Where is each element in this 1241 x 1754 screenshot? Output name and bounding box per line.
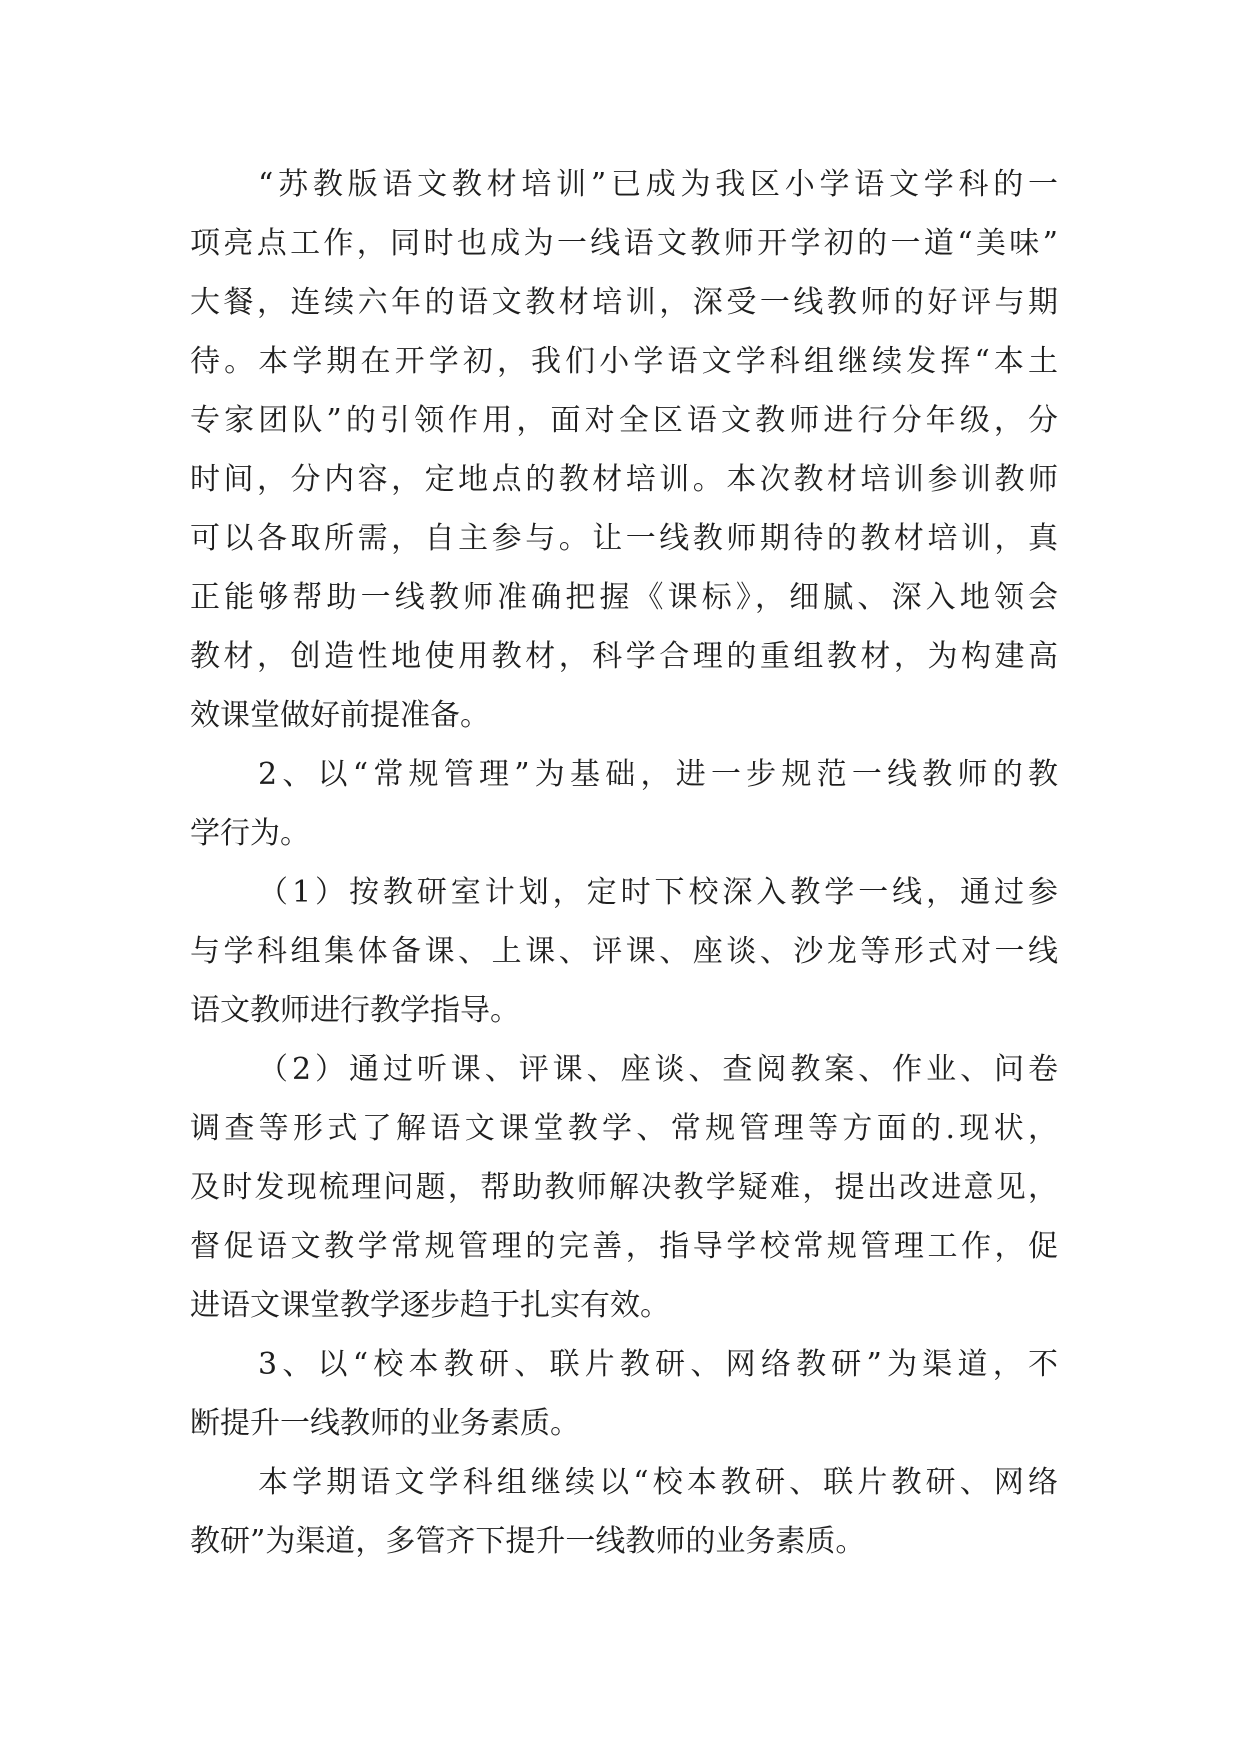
text-line: 语文教师进行教学指导。 <box>190 993 520 1028</box>
text-line: 2、以“常规管理”为基础，进一步规范一线教师的教 <box>258 757 1058 792</box>
text-line: 进语文课堂教学逐步趋于扎实有效。 <box>190 1288 670 1323</box>
paragraph-textbook-training <box>190 155 1058 745</box>
text-line: 正能够帮助一线教师准确把握《课标》，细腻、深入地领会 <box>190 580 1058 615</box>
text-line: 3、以“校本教研、联片教研、网络教研”为渠道，不 <box>258 1347 1058 1382</box>
text-line: 学行为。 <box>190 816 310 851</box>
document-body <box>190 155 1058 1571</box>
text-line: 效课堂做好前提准备。 <box>190 698 490 733</box>
text-line: 专家团队”的引领作用，面对全区语文教师进行分年级，分 <box>190 403 1058 438</box>
list-item-1 <box>190 863 1058 1040</box>
text-line: 时间，分内容，定地点的教材培训。本次教材培训参训教师 <box>190 462 1058 497</box>
text-line: 大餐，连续六年的语文教材培训，深受一线教师的好评与期 <box>190 285 1058 320</box>
text-line: 本学期语文学科组继续以“校本教研、联片教研、网络 <box>258 1465 1058 1500</box>
text-line: “苏教版语文教材培训”已成为我区小学语文学科的一 <box>258 167 1058 202</box>
section-heading-routine-management <box>190 745 1058 863</box>
text-line: 教研”为渠道，多管齐下提升一线教师的业务素质。 <box>190 1524 866 1559</box>
list-item-2 <box>190 1040 1058 1335</box>
text-line: 调查等形式了解语文课堂教学、常规管理等方面的.现状， <box>190 1111 1058 1146</box>
text-line: 督促语文教学常规管理的完善，指导学校常规管理工作，促 <box>190 1229 1058 1264</box>
text-line: 教材，创造性地使用教材，科学合理的重组教材，为构建高 <box>190 639 1058 674</box>
paragraph-semester-research <box>190 1453 1058 1571</box>
text-line: （2）通过听课、评课、座谈、查阅教案、作业、问卷 <box>258 1052 1058 1087</box>
text-line: （1）按教研室计划，定时下校深入教学一线，通过参 <box>258 875 1058 910</box>
text-line: 与学科组集体备课、上课、评课、座谈、沙龙等形式对一线 <box>190 934 1058 969</box>
text-line: 待。本学期在开学初，我们小学语文学科组继续发挥“本土 <box>190 344 1058 379</box>
section-heading-teaching-research <box>190 1335 1058 1453</box>
text-line: 断提升一线教师的业务素质。 <box>190 1406 580 1441</box>
text-line: 及时发现梳理问题，帮助教师解决教学疑难，提出改进意见， <box>190 1170 1058 1205</box>
text-line: 项亮点工作，同时也成为一线语文教师开学初的一道“美味” <box>190 226 1058 261</box>
text-line: 可以各取所需，自主参与。让一线教师期待的教材培训，真 <box>190 521 1058 556</box>
